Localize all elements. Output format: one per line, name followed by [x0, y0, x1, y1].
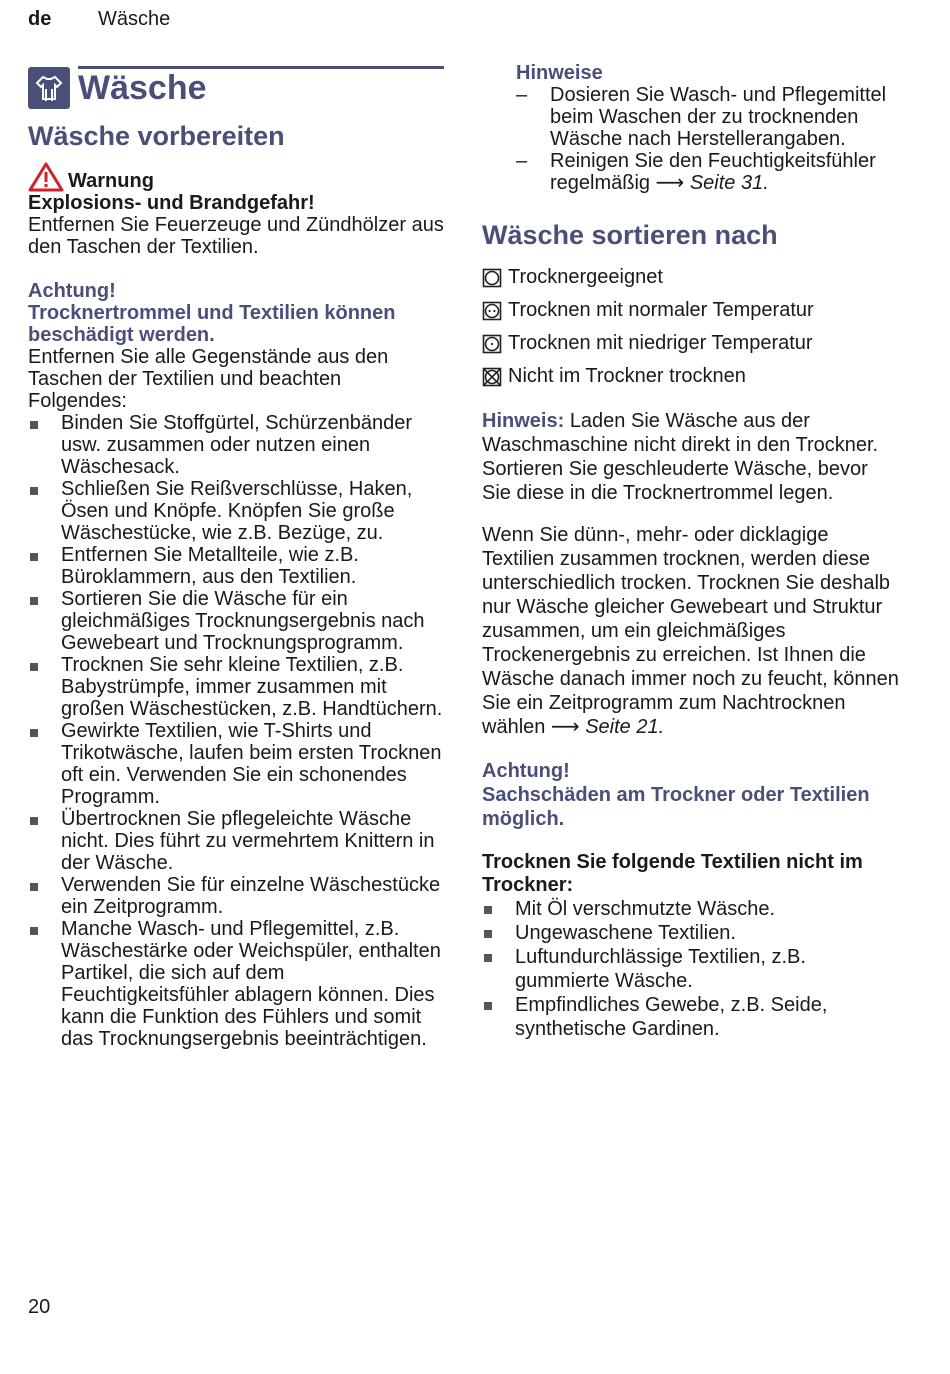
prepare-list — [28, 412, 444, 1050]
tumble-dry-low-icon — [482, 334, 502, 354]
page-header — [28, 8, 171, 31]
sort-heading: Wäsche sortieren nach — [482, 220, 778, 250]
list-item: Manche Wasch- und Pflegemittel, z.B. Wäschestärke oder Weichspüler, enthalten Partikel, die sich auf dem Feuchtigkeitsfühler ablagern können. Dies kann die Funktion des Fühlers und somit das Trocknungsergebnis beeinträchtigen. — [28, 918, 444, 1050]
list-item: Luftundurchlässige Textilien, z.B. gummierte Wäsche. — [482, 945, 902, 993]
chapter-title: Wäsche — [78, 68, 207, 107]
warning-triangle-icon — [28, 162, 64, 192]
section-name: Wäsche — [98, 8, 171, 30]
list-item: Übertrocknen Sie pflegeleichte Wäsche nicht. Dies führt zu vermehrtem Knittern in der Wäsche. — [28, 808, 444, 874]
care-symbol-row — [482, 327, 902, 360]
paragraph-text: Wenn Sie dünn-, mehr- oder dicklagige Textilien zusammen trocknen, werden diese unterschiedlich trocken. Trocknen Sie deshalb nur Wäsche gleicher Gewebeart und Struktur zusammen, um ein gleichmäßiges Trockenergebnis zu erreichen. Ist Ihnen die Wäsche danach immer noch zu feucht, können Sie ein Zeitprogramm zum Nachtrocknen wählen — [482, 524, 899, 738]
list-item: – Dosieren Sie Wasch- und Pflegemittel beim Waschen der zu trocknenden Wäsche nach Herstellerangaben. — [482, 84, 902, 150]
list-item: Mit Öl verschmutzte Wäsche. — [482, 897, 902, 921]
hint-paragraph — [482, 409, 902, 505]
list-item: Binden Sie Stoffgürtel, Schürzenbänder usw. zusammen oder nutzen einen Wäschesack. — [28, 412, 444, 478]
list-item: Schließen Sie Reißverschlüsse, Haken, Ösen und Knöpfe. Knöpfen Sie große Wäschestücke, wie z.B. Bezüge, zu. — [28, 478, 444, 544]
caution-title: Sachschäden am Trockner oder Textilien möglich. — [482, 784, 870, 830]
care-label: Trocknen mit normaler Temperatur — [508, 299, 814, 321]
sort-paragraph — [482, 523, 902, 739]
page-reference[interactable]: Seite 31. — [689, 172, 769, 194]
not-dry-title: Trocknen Sie folgende Textilien nicht im Trockner: — [482, 851, 863, 896]
note-text: Reinigen Sie den Feuchtigkeitsfühler regelmäßig — [550, 150, 876, 194]
arrow-right-icon: ⟶ — [550, 716, 580, 738]
tumble-dry-normal-icon — [482, 301, 502, 321]
warning-text: Entfernen Sie Feuerzeuge und Zündhölzer aus den Taschen der Textilien. — [28, 214, 444, 258]
notes-list — [482, 84, 902, 194]
left-column — [28, 66, 444, 1050]
arrow-right-icon: ⟶ — [655, 172, 685, 194]
care-label: Trocknergeeignet — [508, 266, 663, 288]
warning-label: Warnung — [68, 170, 154, 192]
prepare-heading: Wäsche vorbereiten — [28, 121, 285, 151]
list-item: Trocknen Sie sehr kleine Textilien, z.B. Babystrümpfe, immer zusammen mit großen Wäschestücken, z.B. Handtüchern. — [28, 654, 444, 720]
care-label: Nicht im Trockner trocknen — [508, 365, 746, 387]
tumble-dry-icon — [482, 268, 502, 288]
caution-label: Achtung! — [28, 280, 116, 302]
caution-text: Entfernen Sie alle Gegenstände aus den Taschen der Textilien und beachten Folgendes: — [28, 346, 389, 412]
caution-title: Trocknertrommel und Textilien können beschädigt werden. — [28, 302, 396, 346]
list-item: Sortieren Sie die Wäsche für ein gleichmäßiges Trocknungsergebnis nach Gewebeart und Trocknungsprogramm. — [28, 588, 444, 654]
list-item: Empfindliches Gewebe, z.B. Seide, synthetische Gardinen. — [482, 993, 902, 1041]
chapter-heading — [28, 67, 444, 109]
hint-label: Hinweis: — [482, 410, 565, 432]
list-item: Gewirkte Textilien, wie T-Shirts und Trikotwäsche, laufen beim ersten Trocknen oft ein. Verwenden Sie ein schonendes Programm. — [28, 720, 444, 808]
warning-label-row — [28, 162, 444, 192]
page-reference[interactable]: Seite 21. — [585, 716, 665, 738]
not-dry-list — [482, 897, 902, 1041]
list-item — [482, 150, 902, 194]
language-tag: de — [28, 8, 52, 30]
care-label: Trocknen mit niedriger Temperatur — [508, 332, 813, 354]
caution-label: Achtung! — [482, 760, 570, 782]
list-item: Entfernen Sie Metallteile, wie z.B. Büroklammern, aus den Textilien. — [28, 544, 444, 588]
page-number: 20 — [28, 1296, 51, 1318]
care-symbol-row — [482, 360, 902, 393]
hint-text: Laden Sie Wäsche aus der Waschmaschine nicht direkt in den Trockner. Sortieren Sie geschleuderte Wäsche, bevor Sie diese in die Trocknertrommel legen. — [482, 410, 879, 504]
list-item: Ungewaschene Textilien. — [482, 921, 902, 945]
list-item: Verwenden Sie für einzelne Wäschestücke ein Zeitprogramm. — [28, 874, 444, 918]
laundry-icon — [28, 67, 70, 109]
do-not-tumble-dry-icon — [482, 367, 502, 387]
right-column — [482, 62, 902, 1041]
notes-label: Hinweise — [516, 62, 603, 84]
care-symbol-row — [482, 261, 902, 294]
warning-title: Explosions- und Brandgefahr! — [28, 192, 315, 214]
care-symbol-row — [482, 294, 902, 327]
